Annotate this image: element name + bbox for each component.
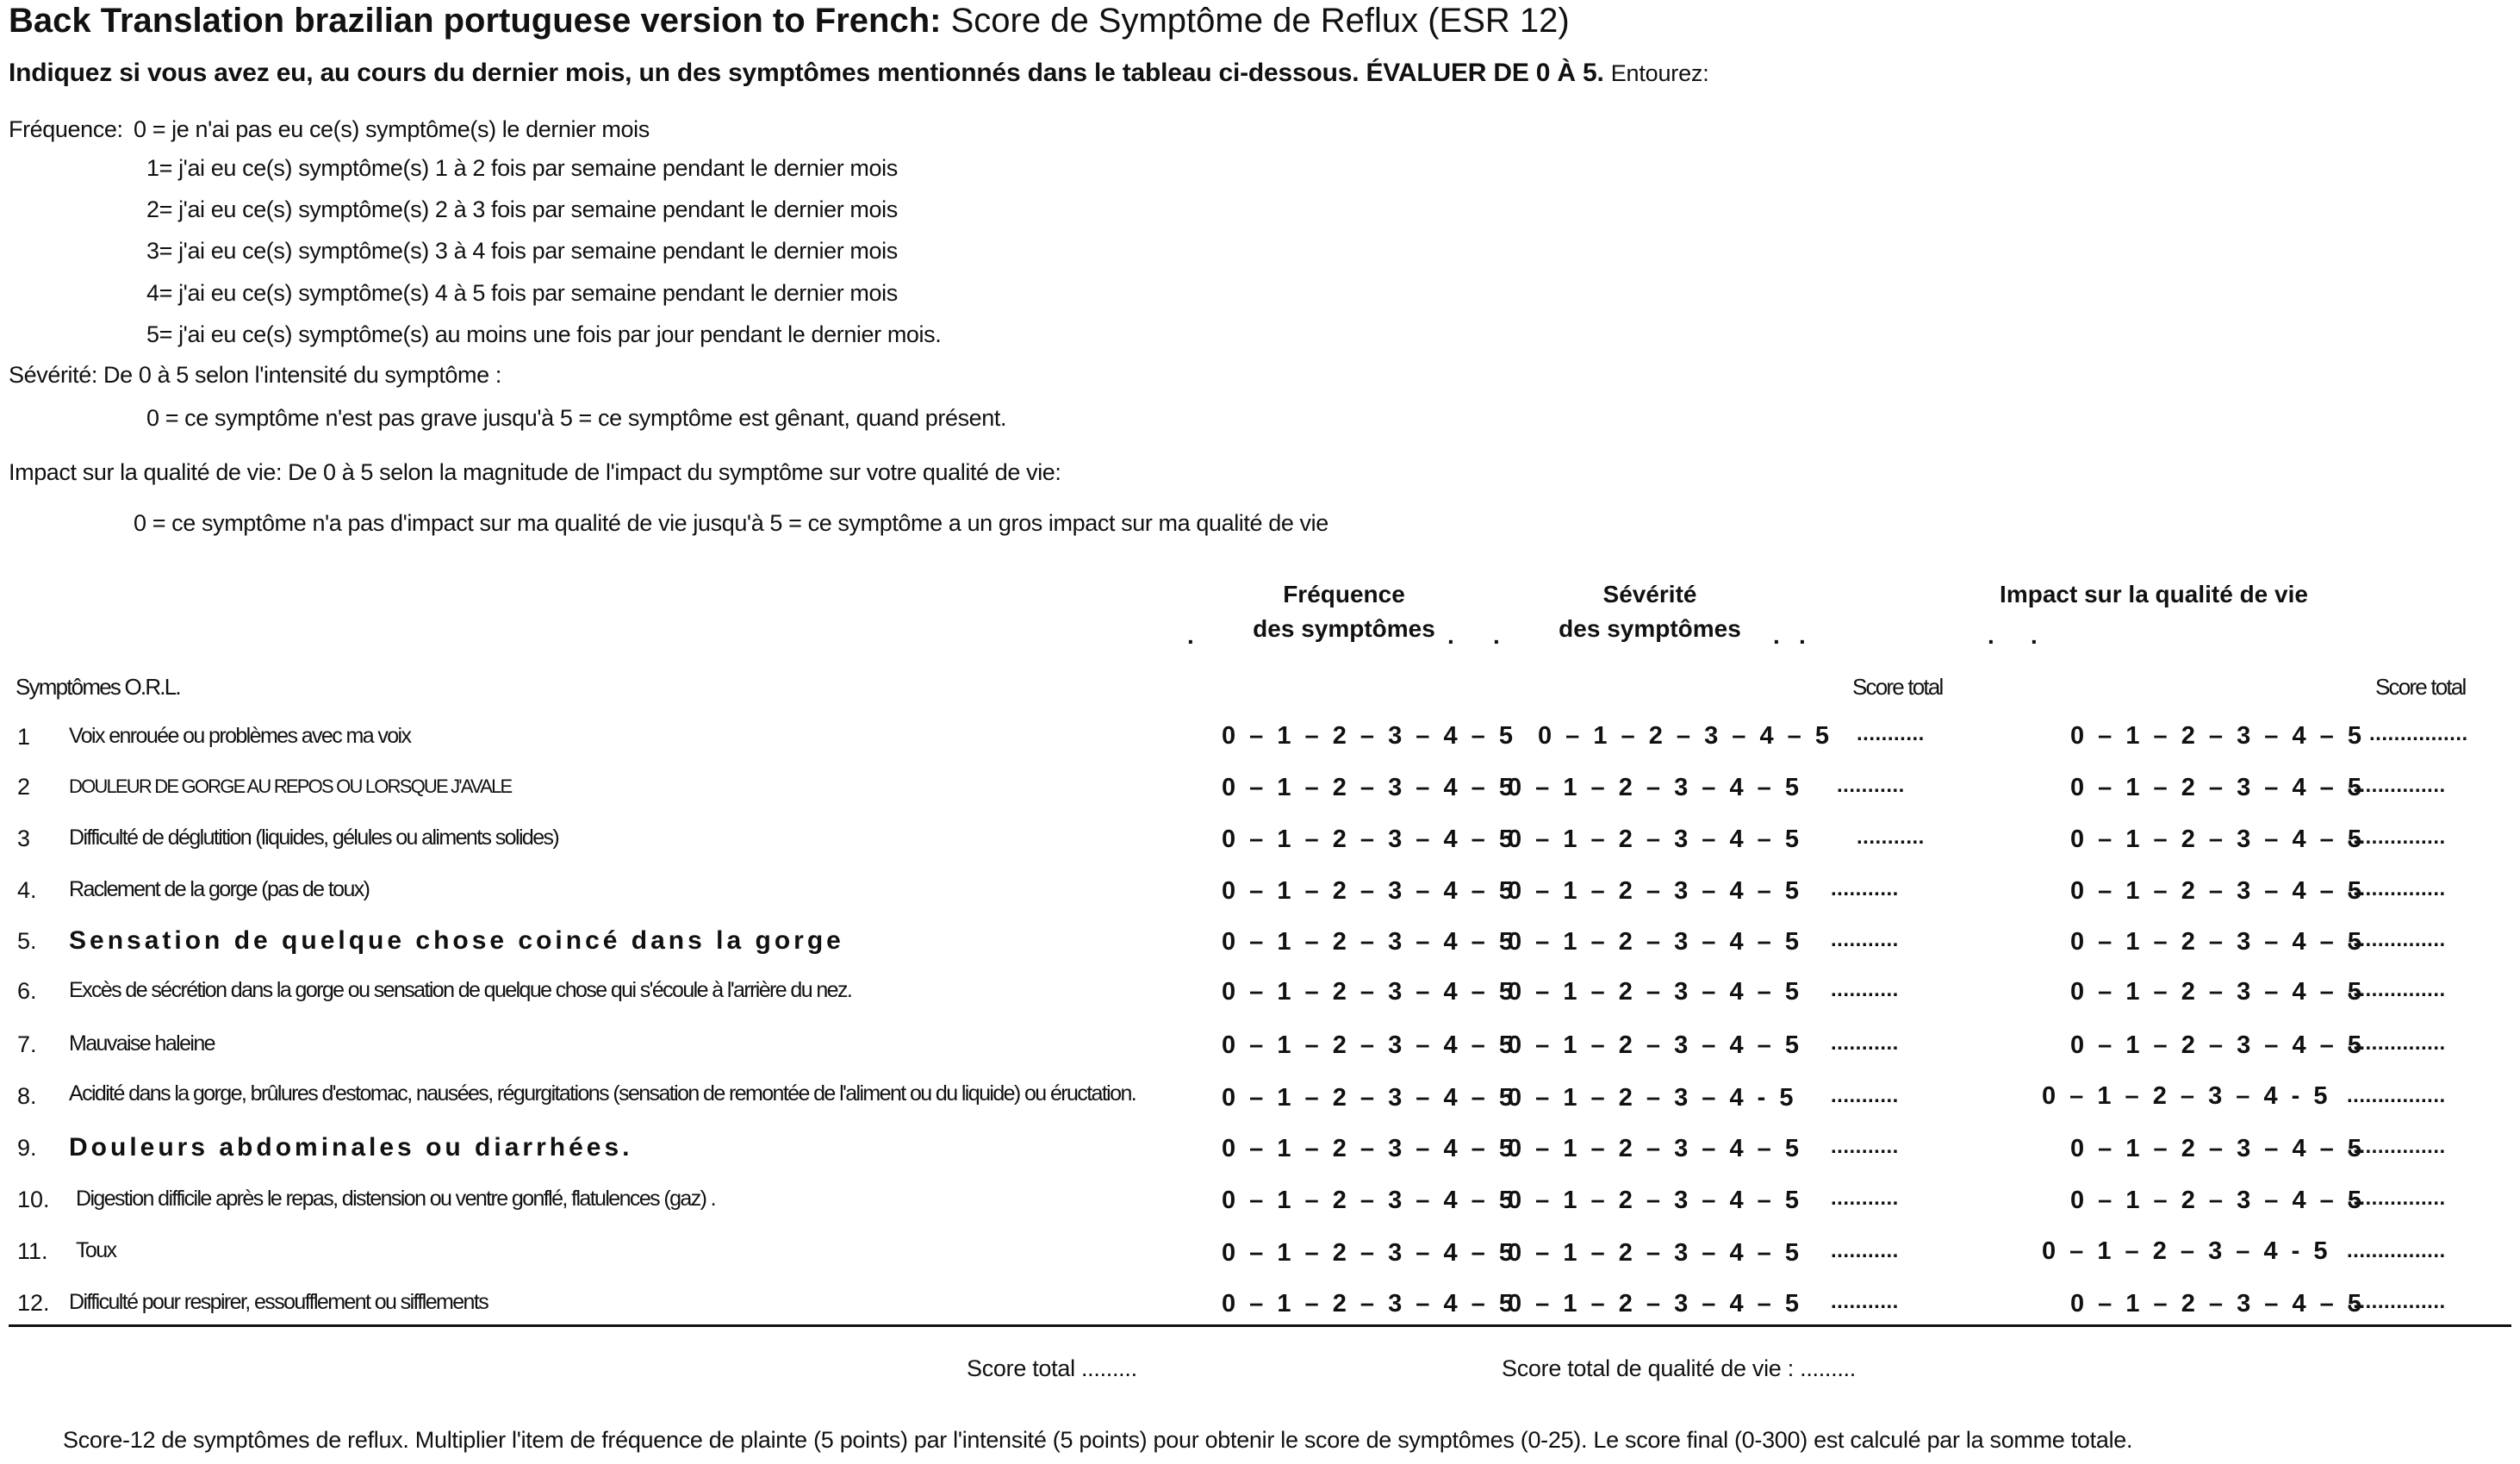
severity-scale[interactable]: 0 – 1 – 2 – 3 – 4 – 5 [1508,1031,1802,1059]
row-number: 5. [17,928,37,954]
frequency-scale[interactable]: 0 – 1 – 2 – 3 – 4 – 5 [1222,928,1516,956]
frequency-0: 0 = je n'ai pas eu ce(s) symptôme(s) le dernier mois [134,116,650,142]
severity-scale[interactable]: 0 – 1 – 2 – 3 – 4 – 5 [1508,774,1802,801]
severity-scale[interactable]: 0 – 1 – 2 – 3 – 4 – 5 [1508,1290,1802,1318]
row-number: 8. [17,1083,37,1109]
impact-score-blank[interactable]: ................ [2369,722,2468,745]
impact-score-blank[interactable]: ................ [2347,1084,2446,1107]
symptom-label: Toux [76,1238,116,1262]
impact-score-blank[interactable]: ................ [2347,928,2446,951]
separator-dot: . [1799,622,1806,649]
separator-dot: . [2031,622,2038,649]
frequency-scale[interactable]: 0 – 1 – 2 – 3 – 4 – 5 [1222,825,1516,853]
severity-score-blank[interactable]: ........... [1831,978,1899,1001]
row-number: 2 [17,774,31,800]
column-header-impact: Impact sur la qualité de vie [2000,581,2308,607]
impact-scale[interactable]: 0 – 1 – 2 – 3 – 4 - 5 [2042,1237,2331,1265]
impact-score-blank[interactable]: ................ [2347,1239,2446,1262]
symptom-label: Difficulté de déglutition (liquides, gélules ou aliments solides) [69,825,559,850]
severity-score-blank[interactable]: ........... [1831,1084,1899,1107]
frequency-2: 2= j'ai eu ce(s) symptôme(s) 2 à 3 fois par semaine pendant le dernier mois [146,196,898,222]
row-number: 9. [17,1135,37,1161]
document-title: Back Translation brazilian portuguese version to French: Score de Symptôme de Reflux (ESR 12) [9,2,1570,40]
impact-score-blank[interactable]: ................ [2347,1290,2446,1313]
severity-scale[interactable]: 0 – 1 – 2 – 3 – 4 – 5 [1508,877,1802,905]
row-number: 3 [17,825,31,851]
score-total-qol-field[interactable]: Score total de qualité de vie : ......... [1502,1355,1856,1381]
severity-label: Sévérité: De 0 à 5 selon l'intensité du symptôme : [9,362,501,388]
row-number: 10. [17,1187,50,1212]
impact-scale[interactable]: 0 – 1 – 2 – 3 – 4 – 5 [2070,722,2365,750]
severity-scale[interactable]: 0 – 1 – 2 – 3 – 4 – 5 [1508,1187,1802,1214]
symptom-label: Digestion difficile après le repas, distension ou ventre gonflé, flatulences (gaz) . [76,1187,716,1211]
impact-scale[interactable]: 0 – 1 – 2 – 3 – 4 – 5 [2070,978,2365,1006]
impact-score-blank[interactable]: ................ [2347,877,2446,900]
impact-scale[interactable]: 0 – 1 – 2 – 3 – 4 - 5 [2042,1082,2331,1110]
severity-scale[interactable]: 0 – 1 – 2 – 3 – 4 – 5 [1538,722,1832,750]
row-number: 11. [17,1238,48,1264]
impact-score-blank[interactable]: ................ [2347,825,2446,849]
severity-scale[interactable]: 0 – 1 – 2 – 3 – 4 – 5 [1508,825,1802,853]
row-number: 4. [17,877,37,903]
symptom-label: Sensation de quelque chose coincé dans la gorge [69,926,844,955]
frequency-label: Fréquence: [9,116,123,142]
severity-score-blank[interactable]: ........... [1857,722,1925,745]
severity-scale[interactable]: 0 – 1 – 2 – 3 – 4 - 5 [1508,1084,1797,1112]
frequency-scale[interactable]: 0 – 1 – 2 – 3 – 4 – 5 [1222,774,1516,801]
row-number: 7. [17,1031,37,1057]
impact-scale[interactable]: 0 – 1 – 2 – 3 – 4 – 5 [2070,1290,2365,1318]
impact-scale[interactable]: 0 – 1 – 2 – 3 – 4 – 5 [2070,1031,2365,1059]
severity-score-blank[interactable]: ........... [1831,1031,1899,1055]
impact-scale[interactable]: 0 – 1 – 2 – 3 – 4 – 5 [2070,1187,2365,1214]
symptom-label: Douleurs abdominales ou diarrhées. [69,1133,633,1162]
severity-score-blank[interactable]: ........... [1831,877,1899,900]
severity-score-blank[interactable]: ........... [1831,1239,1899,1262]
frequency-scale[interactable]: 0 – 1 – 2 – 3 – 4 – 5 [1222,1239,1516,1267]
frequency-scale[interactable]: 0 – 1 – 2 – 3 – 4 – 5 [1222,1135,1516,1162]
severity-scale[interactable]: 0 – 1 – 2 – 3 – 4 – 5 [1508,1135,1802,1162]
severity-scale[interactable]: 0 – 1 – 2 – 3 – 4 – 5 [1508,978,1802,1006]
impact-score-blank[interactable]: ................ [2347,774,2446,797]
symptom-label: Difficulté pour respirer, essoufflement ou sifflements [69,1290,488,1314]
score-total-header-severity: Score total [1852,674,1943,700]
frequency-5: 5= j'ai eu ce(s) symptôme(s) au moins une fois par jour pendant le dernier mois. [146,321,942,347]
frequency-scale[interactable]: 0 – 1 – 2 – 3 – 4 – 5 [1222,1290,1516,1318]
severity-scale[interactable]: 0 – 1 – 2 – 3 – 4 – 5 [1508,1239,1802,1267]
frequency-scale[interactable]: 0 – 1 – 2 – 3 – 4 – 5 [1222,1084,1516,1112]
frequency-scale[interactable]: 0 – 1 – 2 – 3 – 4 – 5 [1222,1031,1516,1059]
frequency-4: 4= j'ai eu ce(s) symptôme(s) 4 à 5 fois par semaine pendant le dernier mois [146,280,898,306]
symptom-label: Mauvaise haleine [69,1031,215,1056]
severity-scale[interactable]: 0 – 1 – 2 – 3 – 4 – 5 [1508,928,1802,956]
severity-score-blank[interactable]: ........... [1837,774,1905,797]
impact-score-blank[interactable]: ................ [2347,978,2446,1001]
severity-score-blank[interactable]: ........... [1831,928,1899,951]
severity-description: 0 = ce symptôme n'est pas grave jusqu'à 5 = ce symptôme est gênant, quand présent. [146,405,1007,431]
score-total-header-impact: Score total [2375,674,2466,700]
frequency-scale[interactable]: 0 – 1 – 2 – 3 – 4 – 5 [1222,1187,1516,1214]
severity-score-blank[interactable]: ........... [1857,825,1925,849]
impact-scale[interactable]: 0 – 1 – 2 – 3 – 4 – 5 [2070,928,2365,956]
column-header-severity: Sévérité des symptômes [1559,581,1741,642]
impact-scale[interactable]: 0 – 1 – 2 – 3 – 4 – 5 [2070,1135,2365,1162]
instructions: Indiquez si vous avez eu, au cours du dernier mois, un des symptômes mentionnés dans le tableau ci-dessous. ÉVALUER DE 0 À 5. Entourez: [9,59,1709,87]
symptom-label: Raclement de la gorge (pas de toux) [69,877,370,901]
frequency-scale[interactable]: 0 – 1 – 2 – 3 – 4 – 5 [1222,877,1516,905]
impact-scale[interactable]: 0 – 1 – 2 – 3 – 4 – 5 [2070,774,2365,801]
impact-score-blank[interactable]: ................ [2347,1031,2446,1055]
severity-score-blank[interactable]: ........... [1831,1135,1899,1158]
frequency-scale[interactable]: 0 – 1 – 2 – 3 – 4 – 5 [1222,978,1516,1006]
separator-dot: . [1447,622,1454,649]
section-label: Symptômes O.R.L. [16,674,180,700]
impact-score-blank[interactable]: ................ [2347,1135,2446,1158]
impact-scale[interactable]: 0 – 1 – 2 – 3 – 4 – 5 [2070,877,2365,905]
separator-dot: . [1988,622,1994,649]
impact-description: 0 = ce symptôme n'a pas d'impact sur ma qualité de vie jusqu'à 5 = ce symptôme a un gros impact sur ma qualité de vie [134,510,1328,536]
symptom-label: Acidité dans la gorge, brûlures d'estomac, nausées, régurgitations (sensation de remontée de l'aliment ou du liquide) ou éructation. [69,1081,1136,1106]
severity-score-blank[interactable]: ........... [1831,1290,1899,1313]
score-total-field[interactable]: Score total ......... [967,1355,1137,1381]
separator-dot: . [1773,622,1780,649]
row-number: 1 [17,724,31,750]
row-number: 6. [17,978,37,1004]
symptom-label: Excès de sécrétion dans la gorge ou sensation de quelque chose qui s'écoule à l'arrière du nez. [69,978,852,1002]
impact-scale[interactable]: 0 – 1 – 2 – 3 – 4 – 5 [2070,825,2365,853]
impact-score-blank[interactable]: ................ [2347,1187,2446,1210]
scoring-note: Score-12 de symptômes de reflux. Multiplier l'item de fréquence de plainte (5 points) par l'intensité (5 points) pour obtenir le score de symptômes (0-25). Le score final (0-300) est calculé par la somme totale. [63,1427,2133,1453]
frequency-1: 1= j'ai eu ce(s) symptôme(s) 1 à 2 fois par semaine pendant le dernier mois [146,155,898,181]
separator-dot: . [1493,622,1500,649]
column-header-frequency: Fréquence des symptômes [1253,581,1435,642]
frequency-3: 3= j'ai eu ce(s) symptôme(s) 3 à 4 fois par semaine pendant le dernier mois [146,238,898,264]
symptom-label: Voix enrouée ou problèmes avec ma voix [69,724,411,748]
impact-label: Impact sur la qualité de vie: De 0 à 5 selon la magnitude de l'impact du symptôme sur votre qualité de vie: [9,459,1061,485]
frequency-scale[interactable]: 0 – 1 – 2 – 3 – 4 – 5 [1222,722,1516,750]
severity-score-blank[interactable]: ........... [1831,1187,1899,1210]
table-bottom-rule [9,1324,2511,1327]
row-number: 12. [17,1290,50,1316]
symptom-label: DOULEUR DE GORGE AU REPOS OU LORSQUE J'AVALE [69,776,512,797]
separator-dot: . [1187,622,1194,649]
